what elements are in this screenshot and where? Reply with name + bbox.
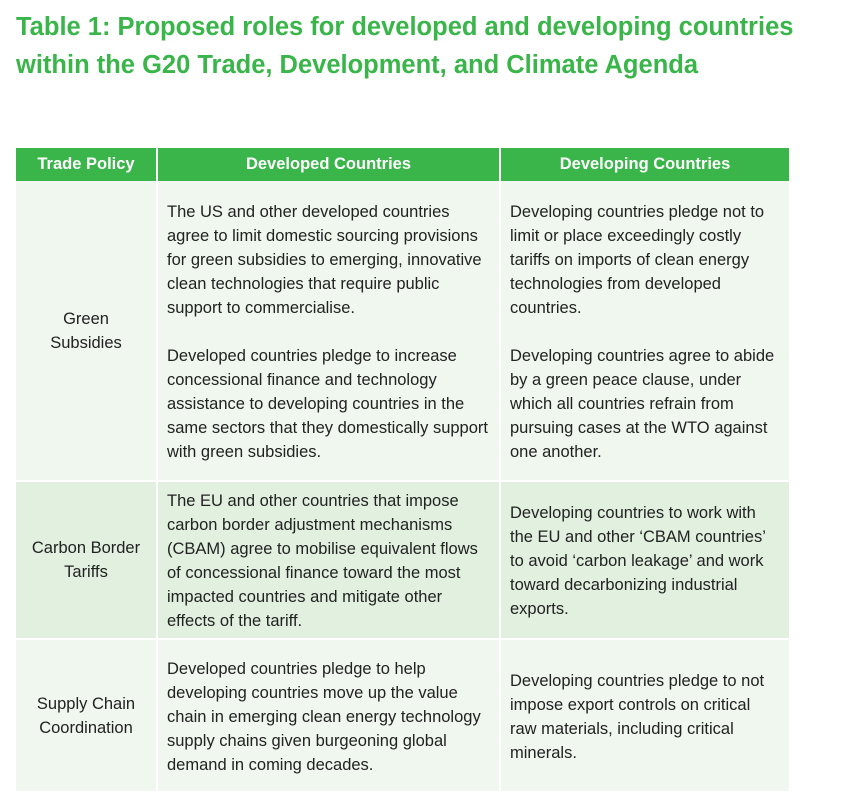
developing-cell-carbon-border-tariffs bbox=[500, 481, 789, 639]
table-header-row bbox=[16, 148, 789, 181]
developing-cell-supply-chain-coordination bbox=[500, 639, 789, 791]
developing-paragraph: Developing countries to work with the EU and other ‘CBAM countries’ to avoid ‘carbon leakage’ and work toward decarbonizing industrial exports. bbox=[510, 504, 766, 618]
developing-paragraph: Developing countries agree to abide by a green peace clause, under which all countries refrain from pursuing cases at the WTO against one another. bbox=[510, 346, 775, 461]
developing-paragraph: Developing countries pledge not to limit or place exceedingly costly tariffs on imports of clean energy technologies from developed countries. bbox=[510, 202, 765, 317]
developed-cell-green-subsidies bbox=[157, 181, 500, 481]
header-developing-countries: Developing Countries bbox=[500, 148, 789, 181]
developing-cell-green-subsidies bbox=[500, 181, 789, 481]
header-trade-policy: Trade Policy bbox=[16, 148, 157, 181]
table-row bbox=[16, 639, 789, 791]
developed-cell-supply-chain-coordination bbox=[157, 639, 500, 791]
developing-paragraph: Developing countries pledge to not impose export controls on critical raw materials, including critical minerals. bbox=[510, 671, 765, 762]
policy-cell-supply-chain-coordination: Supply Chain Coordination bbox=[16, 639, 157, 791]
table-row bbox=[16, 181, 789, 481]
header-developed-countries: Developed Countries bbox=[157, 148, 500, 181]
table-row bbox=[16, 481, 789, 639]
policy-cell-green-subsidies: Green Subsidies bbox=[16, 181, 157, 481]
policy-cell-carbon-border-tariffs: Carbon Border Tariffs bbox=[16, 481, 157, 639]
roles-table bbox=[16, 148, 789, 791]
developed-cell-carbon-border-tariffs bbox=[157, 481, 500, 639]
developed-paragraph: Developed countries pledge to help developing countries move up the value chain in emerging clean energy technology supply chains given burgeoning global demand in coming decades. bbox=[167, 659, 481, 774]
developed-paragraph: Developed countries pledge to increase concessional finance and technology assistance to developing countries in the same sectors that they domestically support with green subsidies. bbox=[167, 346, 488, 461]
developed-paragraph: The EU and other countries that impose carbon border adjustment mechanisms (CBAM) agree to mobilise equivalent flows of concessional finance toward the most impacted countries and mitigate other effects of the tariff. bbox=[167, 492, 478, 630]
developed-paragraph: The US and other developed countries agree to limit domestic sourcing provisions for green subsidies to emerging, innovative clean technologies that require public support to commercialise. bbox=[167, 202, 482, 317]
table-title: Table 1: Proposed roles for developed and developing countries within the G20 Trade, Development, and Climate Agenda bbox=[16, 13, 794, 79]
